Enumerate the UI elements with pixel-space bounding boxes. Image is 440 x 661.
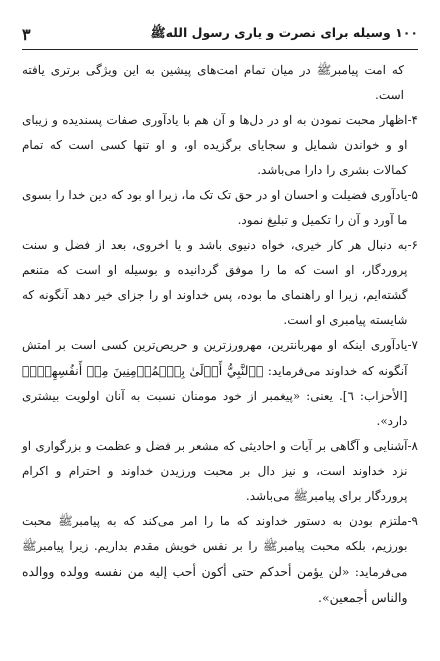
item-text-before: یادآوری اینکه او مهربانترین، مهرورزترین و حریص‌ترین کسی است بر امتش آنگونه که خداوند می‌فرماید: <box>22 338 408 378</box>
item-text: یادآوری فضیلت و احسان او در حق تک تک ما، زیرا او بود که دین خدا را بسوی ما آورد و آن را تکمیل و تبلیغ نمود. <box>22 188 408 227</box>
item-text: به دنبال هر کار خیری، خواه دنیوی باشد و یا اخروی، بعد از فضل و سنت پروردگار، او است که ما را موفق گردانیده و بوسیله او است که متنعم گشته‌ایم، زیرا او راهنمای ما بوده، پس خداوند او را جزای خیر دهد آنگونه که شایسته پیامبری او است. <box>22 238 408 327</box>
item-number: ۶- <box>407 238 418 252</box>
quran-verse: ﴿ٱلنَّبِيُّ أَوۡلَىٰ بِٱلۡمُؤۡمِنِينَ مِنۡ أَنفُسِهِمۡۖ﴾ <box>22 363 264 378</box>
item-number: ۹- <box>407 514 418 528</box>
item-text <box>22 333 407 434</box>
list-item-8 <box>22 434 418 509</box>
item-number: ۷- <box>407 338 418 352</box>
item-text: آشنایی و آگاهی بر آیات و احادیثی که مشعر بر فضل و عظمت و بزرگواری او نزد خداوند است، و نیز دال بر محبت ورزیدن خداوند و احترام و اکرام پروردگار برای پیامبرﷺ می‌باشد. <box>22 439 408 503</box>
item-number: ۸- <box>407 439 418 453</box>
list-item-6 <box>22 233 418 333</box>
item-text-before: ملتزم بودن به دستور خداوند که ما را امر می‌کند که به پیامبرﷺ محبت بورزیم، بلکه محبت پیامبرﷺ را بر نفس خویش مقدم بداریم. زیرا پیامبرﷺ می‌فرماید: <box>22 514 408 579</box>
list-item-5 <box>22 183 418 233</box>
page-header <box>22 22 418 50</box>
item-text: اظهار محبت نمودن به او در دل‌ها و آن هم با یادآوری صفات پسندیده و زیبای او و خواندن شمایل و سجایای برگزیده او، و او تنها کسی است که تمام کمالات بشری را دارا می‌باشد. <box>22 113 408 177</box>
item-text-after: [الأحزاب: ٦]. یعنی: «پیغمبر از خود مومنان نسبت به آنان اولویت بیشتری دارد». <box>22 389 408 428</box>
item-text <box>22 509 407 611</box>
list-item-7 <box>22 333 418 434</box>
list-item-9 <box>22 509 418 611</box>
hadith-quote: «لن یؤمن أحدکم حتی أکون أحب إلیه من نفسه وولده ووالده والناس أجمعین». <box>22 564 408 605</box>
running-title: ۱۰۰ وسیله برای نصرت و یاری رسول اللهﷺ <box>150 24 418 40</box>
item-number: ۵- <box>407 188 418 202</box>
page-number: ۳ <box>22 24 31 44</box>
intro-paragraph: که امت پیامبرﷺ در میان تمام امت‌های پیشین به این ویژگی برتری یافته است. <box>22 63 404 102</box>
page-body <box>22 58 418 611</box>
list-item-4 <box>22 108 418 183</box>
item-number: ۴- <box>407 113 418 127</box>
